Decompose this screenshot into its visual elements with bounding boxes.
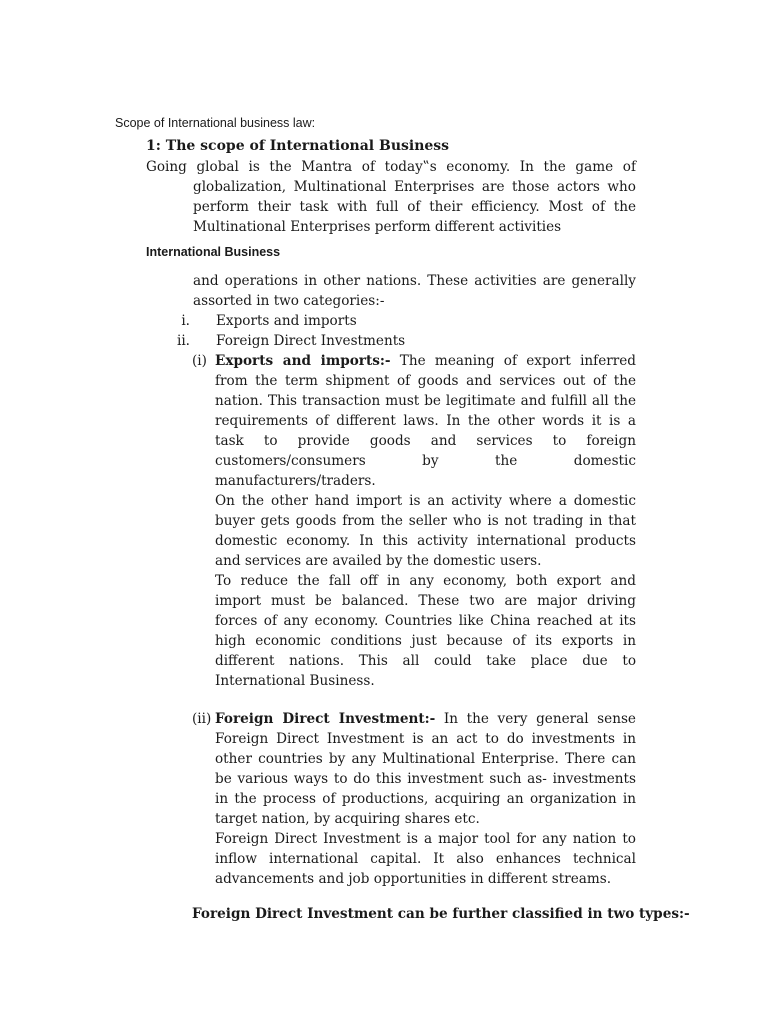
- exports-balance-paragraph: To reduce the fall off in any economy, both export and import must be balanced. These two are major driving forces of any economy. Countries like China reached at its high economic conditions just because of its exports in different nations. This all could take place due to International Business.: [215, 573, 636, 689]
- fdi-types-heading: Foreign Direct Investment can be further classified in two types:-: [192, 906, 690, 922]
- document-title: Scope of International business law:: [115, 116, 316, 130]
- fdi-marker: (ii): [192, 711, 212, 727]
- exports-title: Exports and imports:-: [215, 353, 391, 369]
- continuation-paragraph: and operations in other nations. These activities are generally assorted in two categories:-: [193, 273, 636, 309]
- fdi-title: Foreign Direct Investment:-: [215, 711, 436, 727]
- exports-intro-text: The meaning of export inferred from the term shipment of goods and services out of the nation. This transaction must be legitimate and fulfill all the requirements of different laws. In the other words it is a task to provide goods and services to foreign customers/consumers by the domestic: [215, 353, 636, 469]
- exports-import-paragraph: On the other hand import is an activity where a domestic buyer gets goods from the seller who is not trading in that domestic economy. In this activity international products and services are availed by the domestic users.: [215, 493, 636, 569]
- section-label: International Business: [146, 245, 281, 259]
- section-heading: 1: The scope of International Business: [146, 138, 450, 154]
- fdi-tool-paragraph: Foreign Direct Investment is a major tool for any nation to inflow international capital. It also enhances technical advancements and job opportunities in different streams.: [215, 831, 636, 887]
- lead-first-line: Going global is the Mantra of today‟s economy. In the game of: [146, 159, 636, 175]
- list-text: Exports and imports: [216, 313, 357, 329]
- list-item: [168, 311, 468, 331]
- exports-intro-end: manufacturers/traders.: [215, 473, 376, 489]
- list-text: Foreign Direct Investments: [216, 333, 406, 349]
- list-number: ii.: [176, 333, 190, 349]
- fdi-intro: [215, 709, 636, 829]
- list-number: i.: [181, 313, 190, 329]
- fdi-section: [215, 709, 636, 889]
- fdi-intro-text: In the very general sense Foreign Direct Investment is an act to do investments in other countries by any Multinational Enterprise. There can be various ways to do this investment such as- investments in the process of productions, acquiring an organization in target nation, by acquiring shares etc.: [215, 711, 636, 827]
- lead-rest: globalization, Multinational Enterprises are those actors who perform their task with full of their efficiency. Most of the Multinational Enterprises perform different activities: [193, 179, 636, 235]
- exports-marker: (i): [192, 353, 207, 369]
- exports-section: [215, 351, 636, 691]
- exports-intro: [215, 351, 636, 471]
- list-item: [168, 331, 468, 351]
- lead-paragraph: [146, 157, 636, 237]
